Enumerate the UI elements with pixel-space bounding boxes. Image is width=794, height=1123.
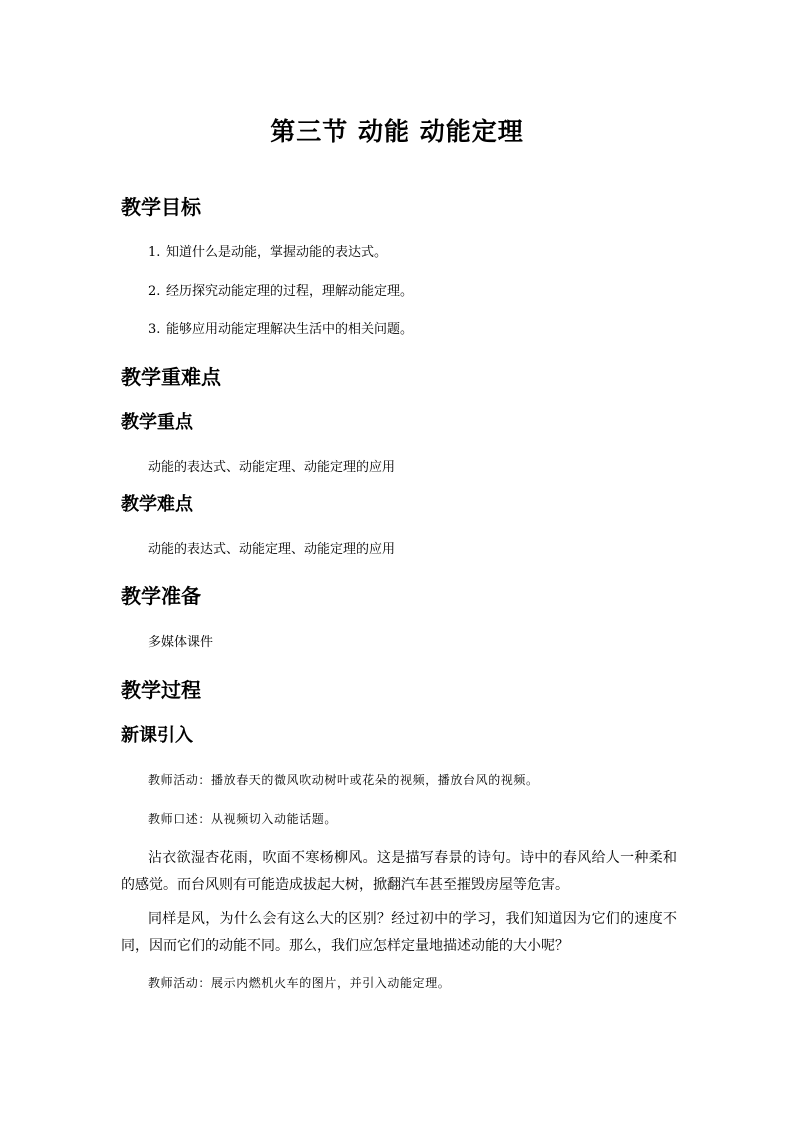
heading-objectives: 教学目标 <box>121 195 201 219</box>
teacher-activity-2: 教师口述：从视频切入动能话题。 <box>148 812 338 826</box>
objective-number: 2. <box>148 284 161 299</box>
objective-item-3 <box>148 320 413 340</box>
objective-item-2 <box>148 282 413 302</box>
objective-text: 能够应用动能定理解决生活中的相关问题。 <box>166 322 414 337</box>
document-title: 第三节 动能 动能定理 <box>270 117 524 146</box>
objective-number: 3. <box>148 322 161 337</box>
heading-difficulty: 教学难点 <box>121 494 193 515</box>
objective-item-1 <box>148 243 387 263</box>
teacher-activity-1: 教师活动：播放春天的微风吹动树叶或花朵的视频，播放台风的视频。 <box>148 773 539 787</box>
teacher-activity-3: 教师活动：展示内燃机火车的图片，并引入动能定理。 <box>148 976 451 990</box>
focus-text: 动能的表达式、动能定理、动能定理的应用 <box>148 460 396 475</box>
heading-process: 教学过程 <box>121 678 201 702</box>
body-paragraph-2: 同样是风，为什么会有这么大的区别？经过初中的学习，我们知道因为它们的速度不同，因而它们的动能不同。那么，我们应怎样定量地描述动能的大小呢？ <box>121 911 677 954</box>
body-paragraph-1: 沾衣欲湿杏花雨，吹面不寒杨柳风。这是描写春景的诗句。诗中的春风给人一种柔和的感觉。而台风则有可能造成拔起大树，掀翻汽车甚至摧毁房屋等危害。 <box>121 850 677 893</box>
difficulty-text: 动能的表达式、动能定理、动能定理的应用 <box>148 542 396 557</box>
preparation-text: 多媒体课件 <box>148 635 214 650</box>
heading-preparation: 教学准备 <box>121 584 201 608</box>
heading-focus: 教学重点 <box>121 412 193 433</box>
objective-text: 经历探究动能定理的过程，理解动能定理。 <box>166 284 414 299</box>
objective-number: 1. <box>148 245 161 260</box>
heading-key-points: 教学重难点 <box>121 365 221 389</box>
heading-intro: 新课引入 <box>121 725 193 746</box>
objective-text: 知道什么是动能，掌握动能的表达式。 <box>166 245 388 260</box>
